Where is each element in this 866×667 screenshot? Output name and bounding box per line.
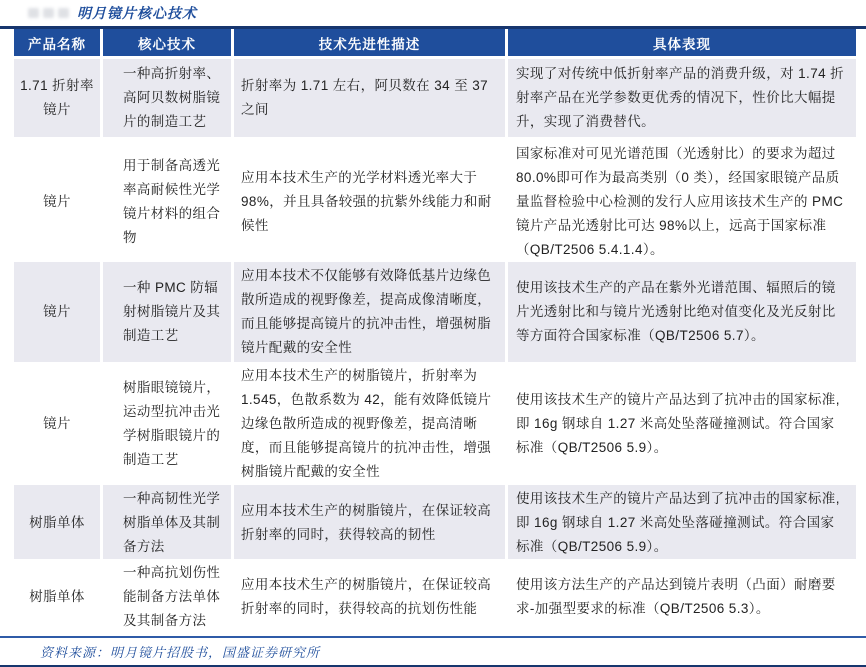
faded-figure-label [28, 8, 69, 18]
core-technology-table [14, 29, 856, 634]
cell-core-tech: 一种高折射率、高阿贝数树脂镜片的制造工艺 [103, 59, 231, 137]
source-note: 资料来源：明月镜片招股书，国盛证券研究所 [40, 645, 321, 660]
table-header-row [14, 29, 856, 56]
cell-performance: 使用该技术生产的产品在紫外光谱范围、辐照后的镜片光透射比和与镜片光透射比绝对值变化及光反射比等方面符合国家标准（QB/T2506 5.7）。 [508, 262, 856, 362]
cell-core-tech: 用于制备高透光率高耐候性光学镜片材料的组合物 [103, 140, 231, 264]
cell-product: 镜片 [14, 262, 100, 362]
cell-core-tech: 树脂眼镜镜片，运动型抗冲击光学树脂眼镜片的制造工艺 [103, 362, 231, 486]
column-header-advancement: 技术先进性描述 [234, 29, 505, 56]
cell-product: 树脂单体 [14, 559, 100, 635]
cell-advancement: 应用本技术生产的树脂镜片，折射率为 1.545，色散系数为 42，能有效降低镜片边缘色散所造成的视野像差，提高清晰度，而且能够提高镜片的抗冲击性，增强树脂镜片配戴的安全性 [234, 362, 505, 486]
cell-core-tech: 一种 PMC 防辐射树脂镜片及其制造工艺 [103, 262, 231, 362]
cell-performance: 使用该方法生产的产品达到镜片表明（凸面）耐磨要求-加强型要求的标准（QB/T2506 5.3）。 [508, 559, 856, 635]
cell-core-tech: 一种高韧性光学树脂单体及其制备方法 [103, 485, 231, 561]
page-title: 明月镜片核心技术 [77, 5, 197, 21]
cell-performance: 使用该技术生产的镜片产品达到了抗冲击的国家标准,即 16g 钢球自 1.27 米高处坠落碰撞测试。符合国家标准（QB/T2506 5.9）。 [508, 362, 856, 486]
cell-advancement: 应用本技术生产的树脂镜片，在保证较高折射率的同时，获得较高的抗划伤性能 [234, 559, 505, 635]
table-row [14, 485, 856, 556]
table-row [14, 140, 856, 259]
cell-advancement: 折射率为 1.71 左右，阿贝数在 34 至 37 之间 [234, 59, 505, 137]
cell-performance: 实现了对传统中低折射率产品的消费升级，对 1.74 折射率产品在光学参数更优秀的情况下，性价比大幅提升，实现了消费替代。 [508, 59, 856, 137]
table-row [14, 362, 856, 482]
column-header-performance: 具体表现 [508, 29, 856, 56]
cell-performance: 使用该技术生产的镜片产品达到了抗冲击的国家标准,即 16g 钢球自 1.27 米高处坠落碰撞测试。符合国家标准（QB/T2506 5.9）。 [508, 485, 856, 561]
cell-advancement: 应用本技术生产的树脂镜片，在保证较高折射率的同时，获得较高的韧性 [234, 485, 505, 561]
cell-product: 镜片 [14, 140, 100, 264]
column-header-product: 产品名称 [14, 29, 100, 56]
cell-core-tech: 一种高抗划伤性能制备方法单体及其制备方法 [103, 559, 231, 635]
cell-performance: 国家标准对可见光谱范围（光透射比）的要求为超过 80.0%即可作为最高类别（0 类），经国家眼镜产品质量监督检验中心检测的发行人应用该技术生产的 PMC 镜片产品光透射比可达 98%以上，远高于国家标准（QB/T2506 5.4.1.4）。 [508, 140, 856, 264]
table-row [14, 262, 856, 359]
cell-product: 树脂单体 [14, 485, 100, 561]
table-row [14, 59, 856, 137]
cell-advancement: 应用本技术生产的光学材料透光率大于 98%，并且具备较强的抗紫外线能力和耐候性 [234, 140, 505, 264]
table-row [14, 559, 856, 634]
cell-advancement: 应用本技术不仅能够有效降低基片边缘色散所造成的视野像差，提高成像清晰度，而且能够提高镜片的抗冲击性，增强树脂镜片配戴的安全性 [234, 262, 505, 362]
cell-product: 1.71 折射率镜片 [14, 59, 100, 137]
cell-product: 镜片 [14, 362, 100, 486]
title-bar [0, 0, 866, 26]
column-header-core-tech: 核心技术 [103, 29, 231, 56]
